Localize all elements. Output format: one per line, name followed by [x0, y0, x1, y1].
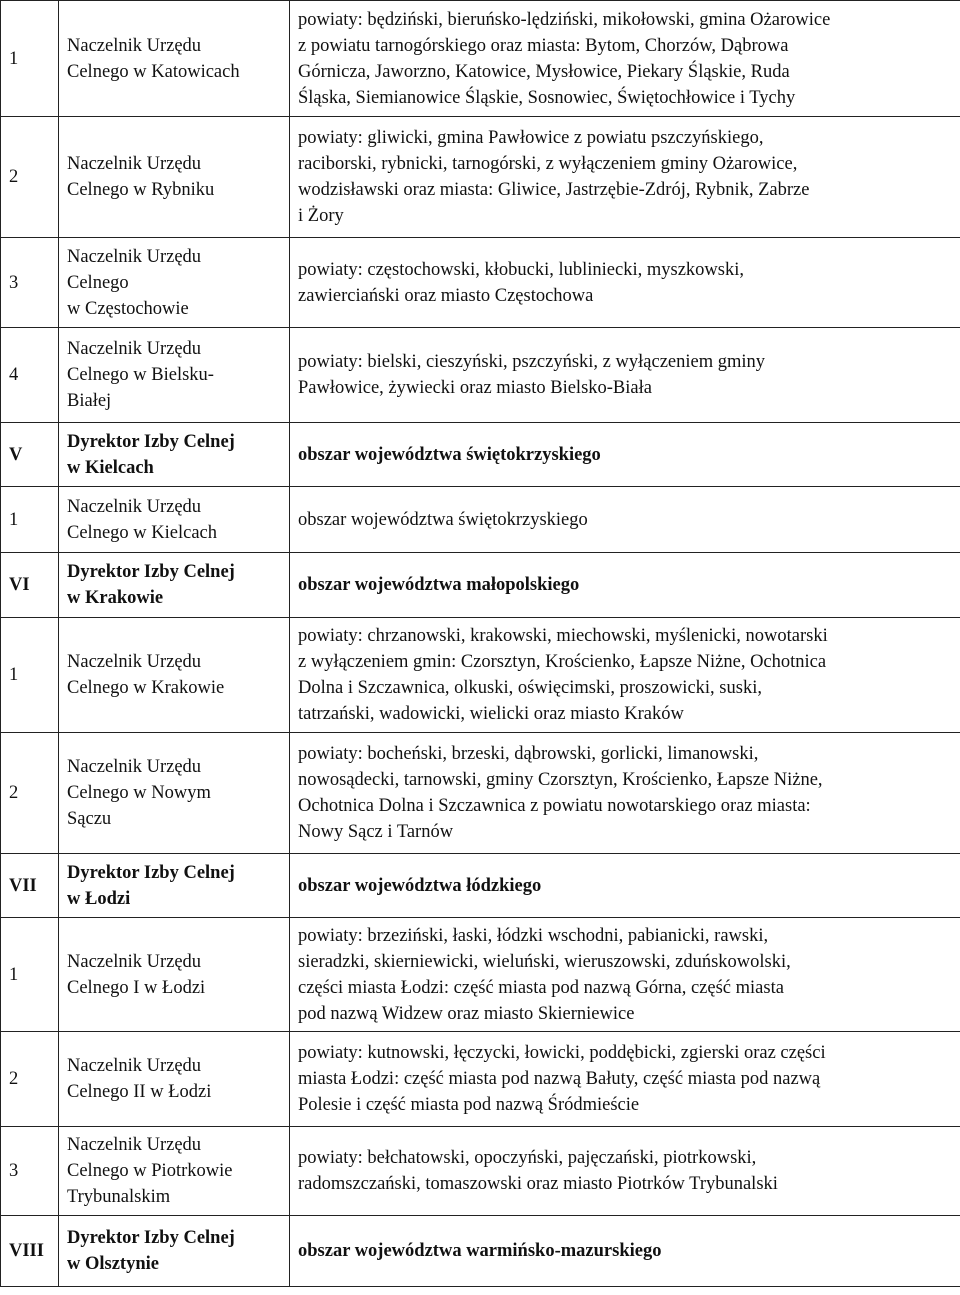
row-number: 1 — [1, 618, 59, 733]
table-row — [1, 1127, 960, 1216]
office-name: Naczelnik Urzędu Celnego w Rybniku — [59, 117, 290, 238]
chamber-number: VIII — [1, 1216, 59, 1287]
table-row — [1, 733, 960, 854]
chamber-director: Dyrektor Izby Celnej w Łodzi — [59, 854, 290, 918]
row-number: 2 — [1, 1032, 59, 1127]
territory-description: powiaty: kutnowski, łęczycki, łowicki, poddębicki, zgierski oraz części miasta Łodzi: część miasta pod nazwą Bałuty, część miasta pod nazwą Polesie i część miasta pod nazwą Śródmieście — [290, 1032, 960, 1127]
chamber-number: V — [1, 423, 59, 487]
table-row — [1, 328, 960, 423]
office-name: Naczelnik Urzędu Celnego II w Łodzi — [59, 1032, 290, 1127]
office-name: Naczelnik Urzędu Celnego w Bielsku- Białej — [59, 328, 290, 423]
chamber-number: VI — [1, 553, 59, 618]
chamber-director: Dyrektor Izby Celnej w Krakowie — [59, 553, 290, 618]
office-name: Naczelnik Urzędu Celnego w Piotrkowie Trybunalskim — [59, 1127, 290, 1216]
table-row — [1, 1, 960, 117]
table-row-heading — [1, 854, 960, 918]
table-row — [1, 618, 960, 733]
territory-description: obszar województwa warmińsko-mazurskiego — [290, 1216, 960, 1287]
office-name: Naczelnik Urzędu Celnego w Kielcach — [59, 487, 290, 553]
table-row-heading — [1, 423, 960, 487]
territory-description: obszar województwa łódzkiego — [290, 854, 960, 918]
table-row — [1, 1032, 960, 1127]
chamber-number: VII — [1, 854, 59, 918]
row-number: 2 — [1, 117, 59, 238]
territory-description: powiaty: brzeziński, łaski, łódzki wschodni, pabianicki, rawski, sieradzki, skierniewicki, wieluński, wieruszowski, zduńskowolski, części miasta Łodzi: część miasta pod nazwą Górna, część miasta pod nazwą Widzew oraz miasto Skierniewice — [290, 918, 960, 1032]
territory-description: powiaty: częstochowski, kłobucki, lubliniecki, myszkowski, zawierciański oraz miasto Częstochowa — [290, 238, 960, 328]
row-number: 2 — [1, 733, 59, 854]
territory-description: obszar województwa świętokrzyskiego — [290, 487, 960, 553]
office-name: Naczelnik Urzędu Celnego w Nowym Sączu — [59, 733, 290, 854]
office-name: Naczelnik Urzędu Celnego w Częstochowie — [59, 238, 290, 328]
territory-description: obszar województwa małopolskiego — [290, 553, 960, 618]
territory-description: powiaty: bielski, cieszyński, pszczyński, z wyłączeniem gminy Pawłowice, żywiecki oraz miasto Bielsko-Biała — [290, 328, 960, 423]
chamber-director: Dyrektor Izby Celnej w Olsztynie — [59, 1216, 290, 1287]
territory-description: powiaty: będziński, bieruńsko-lędziński, mikołowski, gmina Ożarowice z powiatu tarnogórskiego oraz miasta: Bytom, Chorzów, Dąbrowa Górnicza, Jaworzno, Katowice, Mysłowice, Piekary Śląskie, Ruda Śląska, Siemianowice Śląskie, Sosnowiec, Świętochłowice i Tychy — [290, 1, 960, 117]
row-number: 1 — [1, 918, 59, 1032]
row-number: 3 — [1, 1127, 59, 1216]
territory-description: powiaty: bełchatowski, opoczyński, pajęczański, piotrkowski, radomszczański, tomaszowski oraz miasto Piotrków Trybunalski — [290, 1127, 960, 1216]
territory-description: obszar województwa świętokrzyskiego — [290, 423, 960, 487]
table-row — [1, 117, 960, 238]
row-number: 1 — [1, 487, 59, 553]
table-row — [1, 487, 960, 553]
table-row — [1, 238, 960, 328]
table-row — [1, 918, 960, 1032]
chamber-director: Dyrektor Izby Celnej w Kielcach — [59, 423, 290, 487]
office-name: Naczelnik Urzędu Celnego I w Łodzi — [59, 918, 290, 1032]
office-name: Naczelnik Urzędu Celnego w Krakowie — [59, 618, 290, 733]
table-row-heading — [1, 553, 960, 618]
row-number: 1 — [1, 1, 59, 117]
territory-description: powiaty: gliwicki, gmina Pawłowice z powiatu pszczyńskiego, raciborski, rybnicki, tarnogórski, z wyłączeniem gminy Ożarowice, wodzisławski oraz miasta: Gliwice, Jastrzębie-Zdrój, Rybnik, Zabrze i Żory — [290, 117, 960, 238]
territory-description: powiaty: chrzanowski, krakowski, miechowski, myślenicki, nowotarski z wyłączeniem gmin: Czorsztyn, Krościenko, Łapsze Niżne, Ochotnica Dolna i Szczawnica, olkuski, oświęcimski, proszowicki, suski, tatrzański, wadowicki, wielicki oraz miasto Kraków — [290, 618, 960, 733]
row-number: 4 — [1, 328, 59, 423]
office-name: Naczelnik Urzędu Celnego w Katowicach — [59, 1, 290, 117]
row-number: 3 — [1, 238, 59, 328]
table-row-heading — [1, 1216, 960, 1287]
territory-description: powiaty: bocheński, brzeski, dąbrowski, gorlicki, limanowski, nowosądecki, tarnowski, gminy Czorsztyn, Krościenko, Łapsze Niżne, Ochotnica Dolna i Szczawnica z powiatu nowotarskiego oraz miasta: Nowy Sącz i Tarnów — [290, 733, 960, 854]
